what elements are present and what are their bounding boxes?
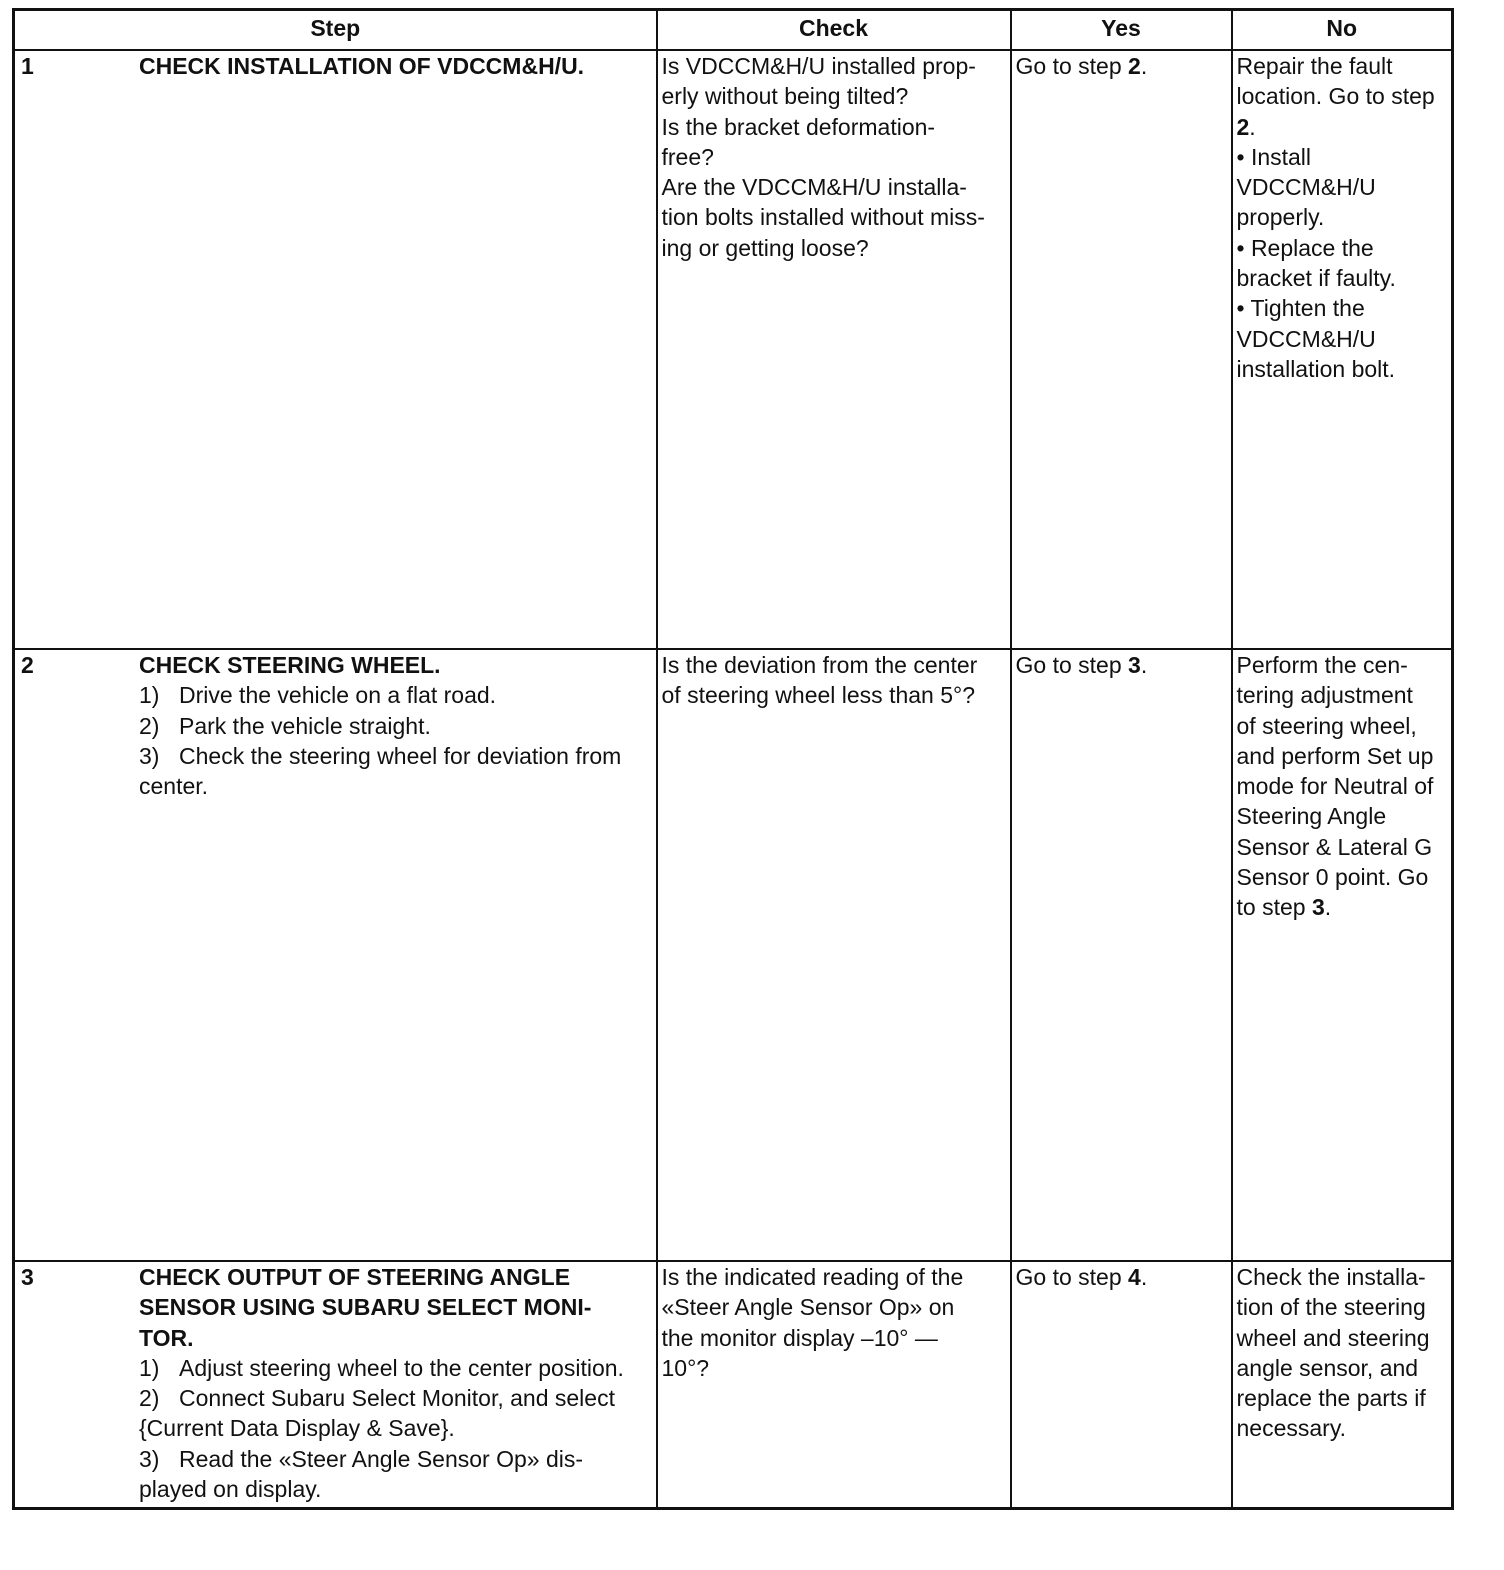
check-line: tion bolts installed without miss- (661, 204, 985, 231)
substep: 3) Read the «Steer Angle Sensor Op» dis- (139, 1445, 584, 1472)
check-line: Is the bracket deformation- (661, 113, 936, 140)
yes-cell: Go to step 2. (1011, 50, 1232, 649)
bullet-line: VDCCM&H/U (1236, 325, 1376, 352)
diagnostic-table (12, 8, 1454, 1510)
check-line: free? (661, 143, 714, 170)
step-number: 3 (21, 1264, 34, 1290)
step-cell (14, 50, 657, 649)
step-title: TOR. (139, 1324, 194, 1351)
no-line: Steering Angle (1236, 803, 1387, 830)
yes-cell: Go to step 4. (1011, 1261, 1232, 1509)
yes-step-link: 3 (1128, 652, 1141, 678)
no-line: wheel and steering (1236, 1324, 1430, 1351)
step-title: CHECK INSTALLATION OF VDCCM&H/U. (139, 53, 585, 79)
yes-step-link: 2 (1128, 53, 1141, 79)
table-row (14, 1261, 1453, 1509)
no-line: of steering wheel, (1236, 712, 1417, 739)
no-cell (1232, 1261, 1453, 1509)
no-line: tering adjustment (1236, 682, 1413, 709)
no-line: Sensor 0 point. Go (1236, 864, 1429, 891)
no-line: mode for Neutral of (1236, 773, 1434, 800)
check-cell (657, 50, 1011, 649)
substep: 2) Park the vehicle straight. (139, 712, 431, 739)
header-check: Check (657, 10, 1011, 51)
substep: 1) Adjust steering wheel to the center position. (139, 1354, 624, 1381)
check-line: the monitor display –10° — (661, 1324, 938, 1351)
step-number: 1 (21, 53, 34, 79)
no-line: Check the installa- (1236, 1264, 1426, 1290)
check-line: Are the VDCCM&H/U installa- (661, 174, 967, 201)
bullet-line: properly. (1236, 204, 1325, 231)
substep-continuation: played on display. (139, 1476, 322, 1503)
no-line: and perform Set up (1236, 742, 1434, 769)
no-line: replace the parts if (1236, 1385, 1426, 1412)
bullet-line: • Install (1236, 143, 1312, 170)
check-line: erly without being tilted? (661, 83, 909, 110)
no-line: tion of the steering (1236, 1294, 1426, 1321)
no-step-link: 2 (1236, 113, 1250, 140)
bullet-line: • Replace the (1236, 234, 1374, 261)
yes-text: Go to step (1015, 53, 1129, 79)
bullet-line: bracket if faulty. (1236, 265, 1396, 292)
header-step: Step (14, 10, 657, 51)
no-line: Sensor & Lateral G (1236, 833, 1433, 860)
yes-text: Go to step (1015, 1264, 1129, 1290)
no-line: necessary. (1236, 1415, 1347, 1442)
no-line: location. Go to step (1236, 83, 1435, 110)
header-row (14, 10, 1453, 51)
bullet-line: • Tighten the (1236, 295, 1365, 322)
check-line: ing or getting loose? (661, 234, 869, 261)
check-line: 10°? (661, 1354, 710, 1381)
check-line: Is VDCCM&H/U installed prop- (661, 53, 976, 79)
yes-text: Go to step (1015, 652, 1129, 678)
bullet-line: VDCCM&H/U (1236, 174, 1376, 201)
no-line: to step (1236, 894, 1312, 921)
header-yes: Yes (1011, 10, 1232, 51)
no-line: Perform the cen- (1236, 652, 1408, 678)
step-title: CHECK STEERING WHEEL. (139, 652, 441, 678)
no-cell: Perform the cen- tering adjustment of steering wheel, and perform Set up mode for Neutral of Steering Angle Sensor & Lateral G Sensor 0 point. Go to step 3. (1232, 649, 1453, 1261)
step-cell (14, 1261, 657, 1509)
step-number: 2 (21, 652, 34, 678)
check-line: «Steer Angle Sensor Op» on (661, 1294, 955, 1321)
substep: 3) Check the steering wheel for deviation from (139, 742, 622, 769)
yes-cell: Go to step 3. (1011, 649, 1232, 1261)
substep-continuation: center. (139, 773, 209, 800)
substep: 1) Drive the vehicle on a flat road. (139, 682, 497, 709)
header-no: No (1232, 10, 1453, 51)
step-title: CHECK OUTPUT OF STEERING ANGLE (139, 1264, 571, 1290)
check-line: Is the deviation from the center (661, 652, 978, 678)
no-step-link: 3 (1311, 894, 1325, 921)
check-cell (657, 1261, 1011, 1509)
no-cell: Repair the fault location. Go to step 2. • Install VDCCM&H/U properly. • Replace the bracket if faulty. • Tighten the VDCCM&H/U installation bolt. (1232, 50, 1453, 649)
check-cell (657, 649, 1011, 1261)
substep-continuation: {Current Data Display & Save}. (139, 1415, 455, 1442)
step-title: SENSOR USING SUBARU SELECT MONI- (139, 1294, 592, 1321)
check-line: Is the indicated reading of the (661, 1264, 964, 1290)
yes-step-link: 4 (1128, 1264, 1141, 1290)
substep: 2) Connect Subaru Select Monitor, and select (139, 1385, 615, 1412)
no-line: angle sensor, and (1236, 1354, 1419, 1381)
step-cell (14, 649, 657, 1261)
table-row (14, 50, 1453, 649)
table-row (14, 649, 1453, 1261)
check-line: of steering wheel less than 5°? (661, 682, 975, 709)
bullet-line: installation bolt. (1236, 355, 1396, 382)
no-line: Repair the fault (1236, 53, 1393, 79)
